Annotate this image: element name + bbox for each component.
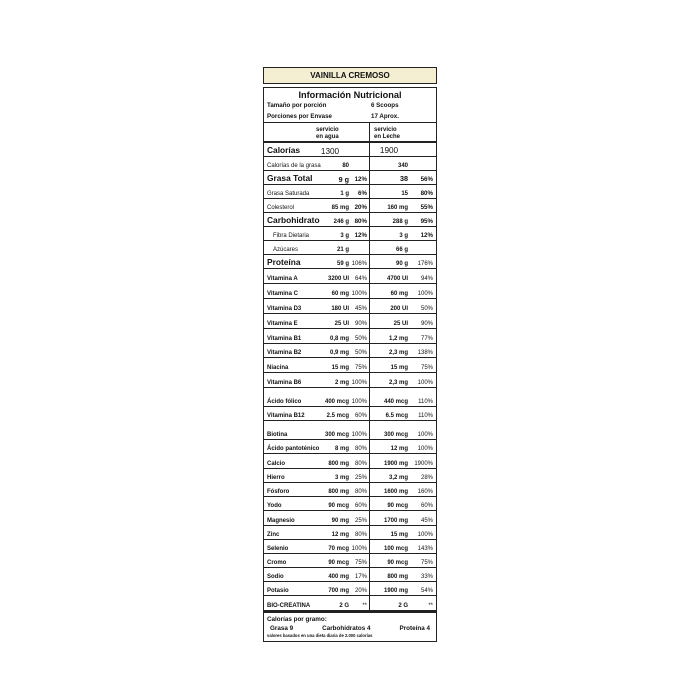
nutrient-row: [264, 358, 436, 373]
nutrient-row: [264, 407, 436, 421]
water-percent: 75%: [349, 358, 370, 372]
nutrient-row: [264, 596, 436, 611]
milk-amount: 3 g: [399, 233, 408, 239]
servings-label: Porciones por Envase: [267, 113, 332, 120]
milk-amount: 288 g: [392, 219, 408, 225]
nutrient-row: [264, 440, 436, 454]
milk-amount: 1900: [379, 146, 399, 155]
milk-amount: 200 UI: [390, 306, 408, 312]
nutrient-name: Calorías de la grasa: [267, 163, 321, 169]
water-percent: 12%: [349, 171, 370, 184]
water-percent: [349, 241, 370, 254]
nutrient-row: [264, 421, 436, 440]
milk-amount: 100 mcg: [383, 546, 408, 552]
water-percent: 106%: [349, 255, 370, 268]
water-amount: 180 UI: [331, 305, 349, 312]
water-amount: 90 mg: [331, 517, 349, 524]
water-percent: 80%: [349, 483, 370, 496]
milk-percent: 56%: [420, 176, 433, 183]
water-percent: 50%: [349, 329, 370, 343]
water-percent: 90%: [349, 314, 370, 328]
milk-amount: 1600 mg: [383, 489, 408, 495]
water-percent: 100%: [349, 373, 370, 387]
column-header: [264, 122, 436, 143]
nutrient-name: Yodo: [267, 503, 282, 509]
milk-percent: 160%: [417, 489, 433, 495]
nutrient-name: Calcio: [267, 461, 286, 467]
nutrient-name: Vitamina D3: [267, 306, 302, 312]
nutrient-name: Potasio: [267, 588, 289, 594]
nutrient-row: [264, 469, 436, 483]
nutrient-name: Biotina: [267, 432, 288, 438]
nutrient-row: [264, 269, 436, 284]
milk-amount: 2,3 mg: [388, 350, 408, 356]
milk-amount: 4700 UI: [386, 276, 408, 282]
nutrient-name: Grasa Saturada: [267, 191, 310, 197]
milk-percent: 138%: [417, 350, 433, 356]
milk-percent: 45%: [420, 518, 433, 524]
milk-amount: 800 mg: [387, 574, 408, 580]
water-percent: 60%: [349, 407, 370, 420]
footer-protein: Proteína 4: [399, 625, 430, 632]
flavor-banner: VAINILLA CREMOSO: [263, 67, 437, 84]
water-percent: 80%: [349, 440, 370, 453]
nutrient-name: Grasa Total: [267, 173, 313, 183]
servings-row: [264, 111, 436, 122]
nutrient-name: Zinc: [267, 532, 280, 538]
milk-percent: [408, 155, 436, 156]
milk-amount: 38: [400, 174, 408, 183]
water-amount: 3 mg: [334, 474, 349, 481]
water-amount: 300 mcg: [324, 431, 349, 438]
nutrient-name: Carbohidrato: [267, 215, 320, 225]
water-amount: 0,8 mg: [329, 335, 349, 342]
water-percent: 64%: [349, 269, 370, 283]
water-amount: 400 mcg: [324, 398, 349, 405]
nutrient-name: Vitamina B12: [267, 413, 305, 419]
nutrient-row: [264, 171, 436, 185]
water-amount: 3 g: [340, 232, 349, 239]
nutrient-name: Vitamina A: [267, 276, 298, 282]
milk-amount: 90 mcg: [387, 560, 408, 566]
water-amount: 800 mg: [328, 460, 349, 467]
nutrient-name: Vitamina B6: [267, 380, 302, 386]
milk-percent: 176%: [417, 261, 433, 267]
footer-fat: Grasa 9: [270, 625, 294, 632]
water-amount: 70 mcg: [328, 545, 349, 552]
water-amount: 2 G: [339, 602, 349, 609]
water-percent: [349, 157, 370, 170]
serving-size-row: [264, 100, 436, 111]
milk-amount: 160 mg: [387, 205, 408, 211]
water-amount: 90 mcg: [328, 502, 349, 509]
nutrient-name: Selenio: [267, 546, 289, 552]
water-amount: 80: [342, 162, 349, 169]
nutrient-row: [264, 213, 436, 227]
water-percent: 80%: [349, 526, 370, 539]
milk-percent: 100%: [417, 532, 433, 538]
nutrient-name: Calorías: [267, 145, 301, 155]
milk-percent: 12%: [420, 232, 433, 239]
milk-amount: 1900 mg: [383, 461, 408, 467]
nutrient-name: Hierro: [267, 475, 285, 481]
nutrient-name: Colesterol: [267, 205, 295, 211]
water-percent: 60%: [349, 497, 370, 510]
milk-amount: 300 mcg: [383, 432, 408, 438]
milk-percent: 90%: [420, 321, 433, 327]
milk-amount: 15 mg: [390, 365, 408, 371]
nutrient-row: [264, 284, 436, 299]
milk-amount: 1900 mg: [383, 588, 408, 594]
nutrient-row: [264, 568, 436, 582]
milk-amount: 3,2 mg: [388, 475, 408, 481]
nutrient-name: Ácido pantoténico: [267, 446, 320, 452]
water-percent: 20%: [349, 199, 370, 212]
milk-amount: 60 mg: [390, 291, 408, 297]
milk-percent: 75%: [420, 560, 433, 566]
milk-percent: 55%: [420, 204, 433, 211]
nutrition-label: [263, 67, 437, 642]
water-amount: 2 mg: [334, 379, 349, 386]
footer-title: Calorías por gramo:: [267, 616, 327, 623]
water-amount: 15 mg: [331, 364, 349, 371]
water-column-header: servicio en agua: [311, 123, 370, 141]
nutrient-row: [264, 582, 436, 596]
nutrient-name: Fibra Dietaria: [273, 233, 310, 239]
serving-size-value: 6 Scoops: [371, 102, 399, 109]
milk-percent: [408, 253, 436, 254]
milk-percent: 54%: [420, 588, 433, 594]
water-amount: 9 g: [338, 174, 349, 184]
nutrient-row: [264, 329, 436, 344]
milk-percent: 110%: [418, 413, 433, 419]
milk-percent: 100%: [417, 291, 433, 297]
water-percent: [349, 143, 370, 156]
water-amount: 400 mg: [328, 573, 349, 580]
nutrient-row: [264, 373, 436, 388]
milk-amount: 90 g: [395, 261, 408, 267]
milk-amount: 15: [401, 191, 408, 197]
water-amount: 0,9 mg: [329, 349, 349, 356]
milk-amount: 440 mcg: [383, 399, 408, 405]
water-amount: 21 g: [336, 246, 349, 253]
milk-percent: 143%: [417, 546, 433, 552]
nutrient-row: [264, 454, 436, 469]
water-percent: 80%: [349, 213, 370, 226]
milk-percent: 94%: [420, 276, 433, 282]
milk-percent: 50%: [420, 306, 433, 312]
nutrient-name: Ácido fólico: [267, 399, 302, 405]
milk-percent: 100%: [417, 432, 433, 438]
nutrient-name: Vitamina E: [267, 321, 298, 327]
nutrient-name: Vitamina B2: [267, 350, 302, 356]
nutrient-row: [264, 255, 436, 269]
water-percent: 12%: [349, 227, 370, 240]
nutrient-row: [264, 483, 436, 497]
nutrient-row: [264, 157, 436, 171]
milk-percent: 60%: [420, 503, 433, 509]
water-amount: 1300: [320, 146, 340, 156]
milk-amount: 90 mcg: [387, 503, 408, 509]
nutrient-row: [264, 554, 436, 568]
nutrient-name: Cromo: [267, 560, 287, 566]
milk-percent: [408, 169, 436, 170]
water-percent: 100%: [349, 284, 370, 298]
milk-amount: 66 g: [395, 247, 408, 253]
milk-amount: 15 mg: [390, 532, 408, 538]
nutrient-name: Azúcares: [273, 247, 299, 253]
milk-percent: 100%: [417, 380, 433, 386]
nutrient-row: [264, 199, 436, 213]
nutrient-name: Sodio: [267, 574, 284, 580]
milk-percent: 28%: [420, 475, 433, 481]
milk-percent: 110%: [418, 399, 433, 405]
water-percent: 50%: [349, 344, 370, 357]
nutrition-panel: [263, 87, 437, 642]
milk-amount: 340: [397, 163, 408, 169]
water-percent: 45%: [349, 299, 370, 313]
water-percent: 25%: [349, 469, 370, 482]
water-percent: 100%: [349, 540, 370, 553]
nutrient-row: [264, 526, 436, 540]
panel-title: Información Nutricional: [298, 90, 402, 100]
nutrient-name: Vitamina B1: [267, 336, 302, 342]
footer: [264, 611, 436, 641]
nutrient-row: [264, 314, 436, 329]
water-amount: 8 mg: [334, 445, 349, 452]
water-amount: 800 mg: [328, 488, 349, 495]
nutrient-row: [264, 185, 436, 199]
servings-value: 17 Aprox.: [371, 113, 399, 120]
milk-amount: 2 G: [398, 603, 408, 609]
nutrient-name: Fósforo: [267, 489, 290, 495]
nutrient-row: [264, 497, 436, 511]
nutrient-name: Niacina: [267, 365, 289, 371]
footer-carb: Carbohidratos 4: [322, 625, 371, 632]
milk-amount: 25 UI: [393, 321, 408, 327]
water-percent: **: [349, 596, 370, 610]
milk-percent: 75%: [420, 365, 433, 371]
water-amount: 59 g: [336, 260, 349, 267]
nutrient-row: [264, 511, 436, 526]
milk-amount: 12 mg: [390, 446, 408, 452]
milk-percent: **: [428, 603, 433, 609]
milk-percent: 80%: [420, 190, 433, 197]
nutrient-name: Magnesio: [267, 518, 295, 524]
water-amount: 12 mg: [331, 531, 349, 538]
nutrient-row: [264, 299, 436, 314]
nutrient-row: [264, 388, 436, 407]
nutrient-row: [264, 344, 436, 358]
milk-column-header: servicio en Leche: [374, 127, 401, 140]
milk-amount: 6.5 mcg: [385, 413, 408, 419]
nutrient-row: [264, 227, 436, 241]
water-percent: 75%: [349, 554, 370, 567]
nutrient-rows: [264, 143, 436, 611]
milk-percent: 95%: [420, 218, 433, 225]
water-percent: 25%: [349, 511, 370, 525]
water-percent: 17%: [349, 568, 370, 581]
water-amount: 1 g: [340, 190, 349, 197]
nutrient-row: [264, 143, 436, 157]
milk-amount: 1,2 mg: [388, 336, 408, 342]
water-amount: 90 mcg: [328, 559, 349, 566]
water-percent: 100%: [349, 421, 370, 439]
footer-note: valores basados en una dieta diaria de 2.000 calorías: [267, 633, 373, 638]
serving-size-label: Tamaño por porción: [267, 102, 327, 109]
milk-amount: 2,3 mg: [388, 380, 408, 386]
milk-percent: 100%: [417, 446, 433, 452]
water-percent: 20%: [349, 582, 370, 595]
milk-amount: 1700 mg: [383, 518, 408, 524]
milk-percent: 1900%: [414, 461, 433, 467]
milk-percent: 33%: [420, 574, 433, 580]
water-amount: 2.5 mcg: [326, 412, 349, 419]
nutrient-name: Vitamina C: [267, 291, 298, 297]
water-amount: 85 mg: [331, 204, 349, 211]
water-amount: 25 UI: [334, 320, 349, 327]
water-amount: 60 mg: [331, 290, 349, 297]
water-amount: 246 g: [333, 218, 349, 225]
nutrient-row: [264, 241, 436, 255]
water-percent: 100%: [349, 388, 370, 406]
water-amount: 3200 UI: [327, 275, 349, 282]
water-percent: 6%: [349, 185, 370, 198]
water-percent: 80%: [349, 454, 370, 468]
water-amount: 700 mg: [328, 587, 349, 594]
nutrient-name: Proteína: [267, 257, 301, 267]
nutrient-name: BIO-CREATINA: [267, 603, 311, 609]
nutrient-row: [264, 540, 436, 554]
milk-percent: 77%: [420, 336, 433, 342]
